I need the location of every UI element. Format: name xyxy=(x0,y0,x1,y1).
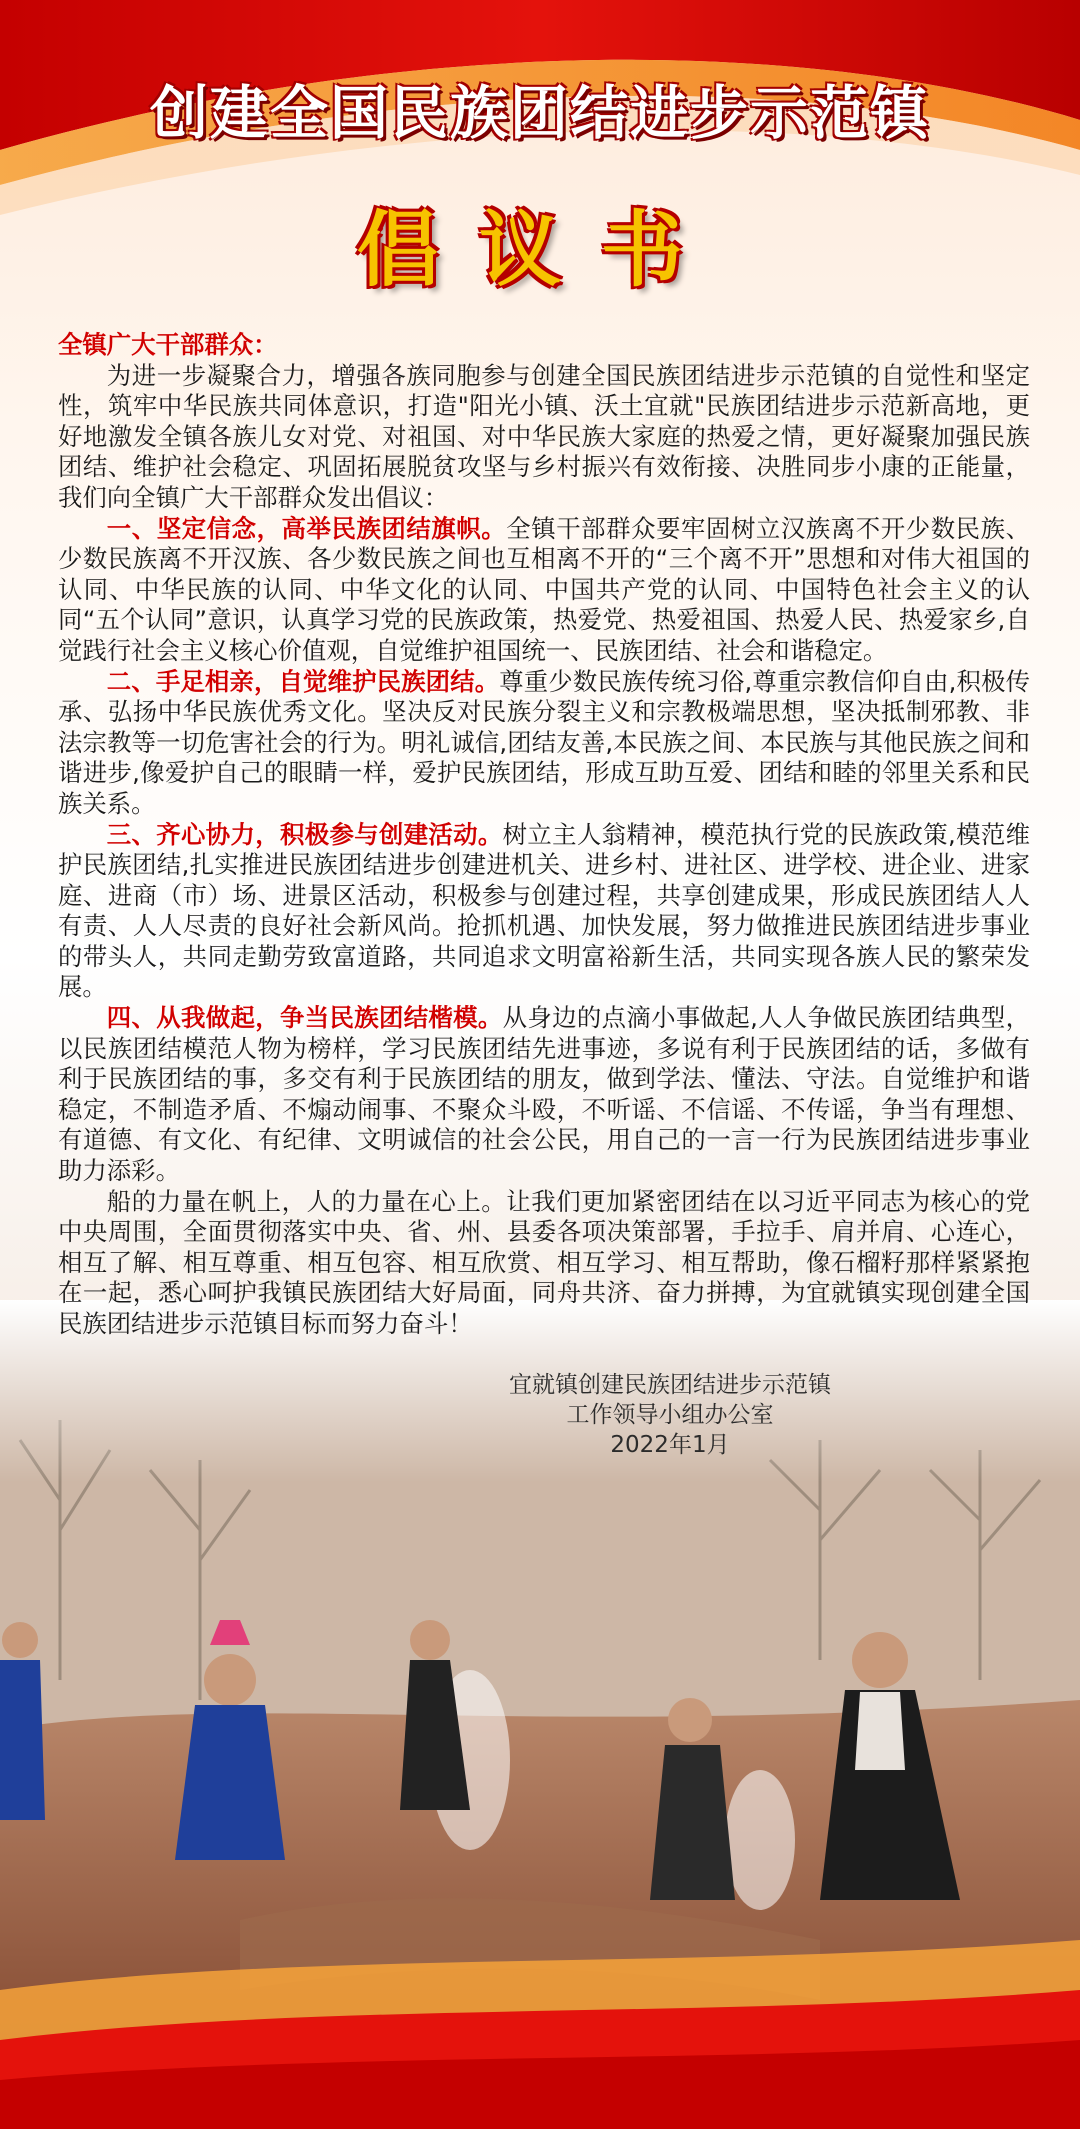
signature-org: 宜就镇创建民族团结进步示范镇 xyxy=(509,1372,831,1398)
point-text: 从身边的点滴小事做起,人人争做民族团结典型，以民族团结模范人物为榜样，学习民族团结先进事迹，多说有利于民族团结的话，多做有利于民族团结的事，多交有利于民族团结的朋友，做到学法、懂法、守法。自觉维护和谐稳定，不制造矛盾、不煽动闹事、不聚众斗殴，不听谣、不信谣、不传谣，争当有理想、有道德、有文化、有纪律、文明诚信的社会公民，用自己的一言一行为民族团结进步事业助力添彩。 xyxy=(58,1003,1030,1186)
letter-greeting: 全镇广大干部群众： xyxy=(58,330,278,359)
letter-point-3 xyxy=(58,820,1030,1004)
signature-office: 工作领导小组办公室 xyxy=(566,1402,774,1428)
point-heading: 二、手足相亲，自觉维护民族团结。 xyxy=(106,666,500,696)
letter-point-2 xyxy=(58,667,1030,820)
point-heading: 一、坚定信念，高举民族团结旗帜。 xyxy=(106,513,507,543)
signature-date: 2022年1月 xyxy=(610,1432,730,1458)
signature-block xyxy=(420,1370,920,1460)
letter-intro: 为进一步凝聚合力，增强各族同胞参与创建全国民族团结进步示范镇的自觉性和坚定性，筑牢中华民族共同体意识，打造"阳光小镇、沃土宜就"民族团结进步示范新高地，更好地激发全镇各族儿女对党、对祖国、对中华民族大家庭的热爱之情，更好凝聚加强民族团结、维护社会稳定、巩固拓展脱贫攻坚与乡村振兴有效衔接、决胜同步小康的正能量，我们向全镇广大干部群众发出倡议： xyxy=(58,360,1030,512)
point-text: 尊重少数民族传统习俗,尊重宗教信仰自由,积极传承、弘扬中华民族优秀文化。坚决反对民族分裂主义和宗教极端思想，坚决抵制邪教、非法宗教等一切危害社会的行为。明礼诚信,团结友善,本民族之间、本民族与其他民族之间和谐进步,像爱护自己的眼睛一样，爱护民族团结，形成互助互爱、团结和睦的邻里关系和民族关系。 xyxy=(58,666,1030,818)
poster-title: 创建全国民族团结进步示范镇 xyxy=(149,79,930,147)
poster-subtitle: 倡议书 xyxy=(356,202,723,298)
point-text: 树立主人翁精神，模范执行党的民族政策,模范维护民族团结,扎实推进民族团结进步创建进机关、进乡村、进社区、进学校、进企业、进家庭、进商（市）场、进景区活动，积极参与创建过程，共享创建成果，形成民族团结人人有责、人人尽责的良好社会新风尚。抢抓机遇、加快发展，努力做推进民族团结进步事业的带头人，共同走勤劳致富道路，共同追求文明富裕新生活，共同实现各族人民的繁荣发展。 xyxy=(58,819,1030,1002)
bottom-decoration xyxy=(0,1930,1080,2129)
letter-point-1 xyxy=(58,514,1030,667)
point-heading: 三、齐心协力，积极参与创建活动。 xyxy=(106,819,503,849)
letter-closing: 船的力量在帆上，人的力量在心上。让我们更加紧密团结在以习近平同志为核心的党中央周围，全面贯彻落实中央、省、州、县委各项决策部署，手拉手、肩并肩、心连心，相互了解、相互尊重、相互包容、相互欣赏、相互学习、相互帮助，像石榴籽那样紧紧抱在一起，悉心呵护我镇民族团结大好局面，同舟共济、奋力拼搏，为宜就镇实现创建全国民族团结进步示范镇目标而努力奋斗！ xyxy=(58,1186,1030,1338)
letter-point-4 xyxy=(58,1003,1030,1187)
letter-body xyxy=(58,330,1030,1340)
point-heading: 四、从我做起，争当民族团结楷模。 xyxy=(106,1003,503,1033)
point-text: 全镇干部群众要牢固树立汉族离不开少数民族、少数民族离不开汉族、各少数民族之间也互相离不开的“三个离不开”思想和对伟大祖国的认同、中华民族的认同、中华文化的认同、中国共产党的认同、中国特色社会主义的认同“五个认同”意识，认真学习党的民族政策，热爱党、热爱祖国、热爱人民、热爱家乡,自觉践行社会主义核心价值观，自觉维护祖国统一、民族团结、社会和谐稳定。 xyxy=(58,513,1030,665)
